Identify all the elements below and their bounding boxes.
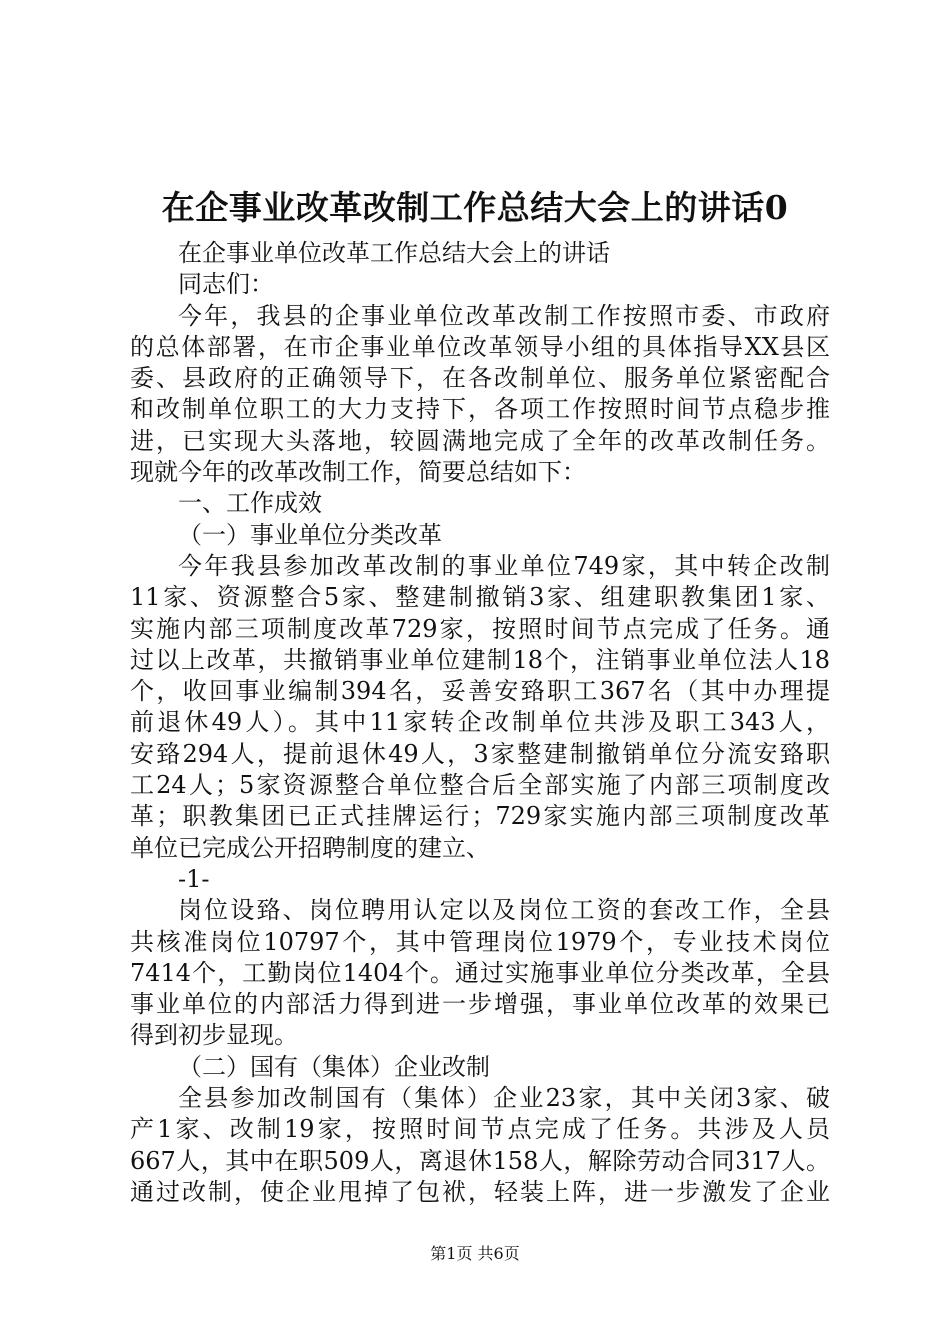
text-line: 工24人；5家资源整合单位整合后全部实施了内部三项制度改	[130, 771, 830, 800]
text-line: 11家、资源整合5家、整建制撤销3家、组建职教集团1家、	[130, 583, 830, 612]
document-body	[130, 238, 830, 1208]
text-line: 革；职教集团已正式挂牌运行；729家实施内部三项制度改革	[130, 802, 830, 831]
text-line: 前退休49人）。其中11家转企改制单位共涉及职工343人，	[130, 708, 830, 737]
text-line: 在企事业单位改革工作总结大会上的讲话	[178, 239, 610, 267]
text-line: 7414个，工勤岗位1404个。通过实施事业单位分类改革，全县	[130, 958, 830, 987]
text-line: 岗位设臵、岗位聘用认定以及岗位工资的套改工作，全县	[178, 896, 830, 925]
text-line: 个，收回事业编制394名，妥善安臵职工367名（其中办理提	[130, 677, 830, 706]
document-title: 在企事业改革改制工作总结大会上的讲话0	[161, 188, 789, 227]
text-line: （二）国有（集体）企业改制	[178, 1052, 490, 1081]
text-line: 事业单位的内部活力得到进一步增强，事业单位改革的效果已	[130, 990, 830, 1019]
text-line: 产1家、改制19家，按照时间节点完成了任务。共涉及人员	[130, 1115, 830, 1144]
text-line: 委、县政府的正确领导下，在各改制单位、服务单位紧密配合	[130, 364, 830, 393]
page-footer: 第1页 共6页	[430, 1244, 520, 1263]
text-line: 全县参加改制国有（集体）企业23家，其中关闭3家、破	[178, 1084, 830, 1113]
text-line: 同志们：	[178, 270, 274, 299]
text-line: 和改制单位职工的大力支持下，各项工作按照时间节点稳步推	[130, 395, 830, 424]
text-line: -1-	[178, 864, 210, 893]
text-line: 今年，我县的企事业单位改革改制工作按照市委、市政府	[178, 301, 830, 330]
text-line: 单位已完成公开招聘制度的建立、	[130, 833, 490, 862]
text-line: 实施内部三项制度改革729家，按照时间节点完成了任务。通	[130, 614, 830, 643]
text-line: （一）事业单位分类改革	[178, 520, 442, 549]
text-line: 的总体部署，在市企事业单位改革领导小组的具体指导XX县区	[130, 332, 830, 361]
text-line: 进，已实现大头落地，较圆满地完成了全年的改革改制任务。	[130, 426, 830, 455]
text-line: 一、工作成效	[178, 489, 322, 518]
text-line: 过以上改革，共撤销事业单位建制18个，注销事业单位法人18	[130, 645, 830, 674]
text-line: 今年我县参加改革改制的事业单位749家，其中转企改制	[178, 551, 830, 580]
text-line: 通过改制，使企业甩掉了包袱，轻装上阵，进一步激发了企业	[130, 1177, 830, 1206]
text-line: 现就今年的改革改制工作，简要总结如下：	[130, 458, 586, 487]
text-line: 667人，其中在职509人，离退休158人，解除劳动合同317人。	[130, 1146, 830, 1175]
text-line: 共核准岗位10797个，其中管理岗位1979个，专业技术岗位	[130, 927, 830, 956]
text-line: 安臵294人，提前退休49人，3家整建制撤销单位分流安臵职	[130, 739, 830, 768]
text-line: 得到初步显现。	[130, 1021, 298, 1050]
